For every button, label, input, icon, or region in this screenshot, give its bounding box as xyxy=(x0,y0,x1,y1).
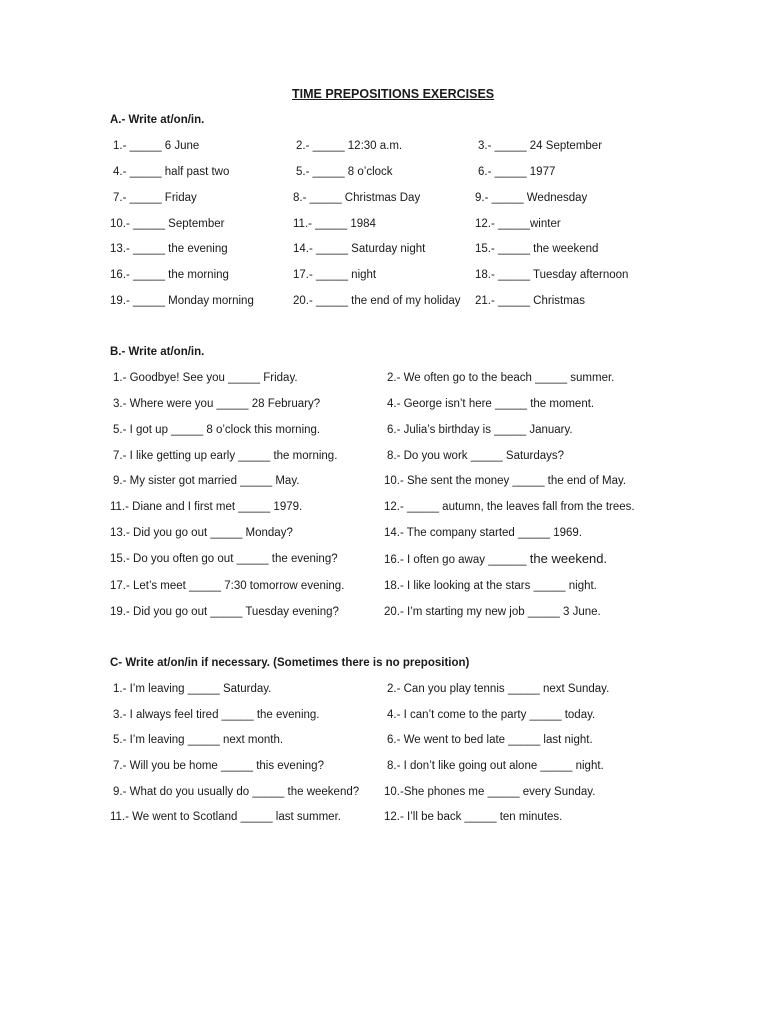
exercise-item: 17.- Let’s meet _____ 7:30 tomorrow evening. xyxy=(110,580,345,592)
exercise-item-text: 16.- I often go away ______ xyxy=(384,554,527,566)
exercise-item: 3.- _____ 24 September xyxy=(478,140,603,152)
exercise-item: 2.- _____ 12:30 a.m. xyxy=(296,140,403,152)
exercise-item: 4.- George isn’t here _____ the moment. xyxy=(387,398,595,410)
exercise-item: 11.- We went to Scotland _____ last summer. xyxy=(110,811,341,823)
exercise-item: 19.- _____ Monday morning xyxy=(110,295,254,307)
exercise-item: 11.- _____ 1984 xyxy=(293,218,376,230)
exercise-item: 15.- Do you often go out _____ the evening? xyxy=(110,553,338,565)
exercise-item: 12.- I’ll be back _____ ten minutes. xyxy=(384,811,563,823)
exercise-item: 8.- _____ Christmas Day xyxy=(293,192,421,204)
exercise-item: 9.- _____ Wednesday xyxy=(475,192,588,204)
exercise-item: 10.-She phones me _____ every Sunday. xyxy=(384,786,596,798)
exercise-item: 2.- We often go to the beach _____ summer. xyxy=(387,372,615,384)
exercise-item: 5.- _____ 8 o’clock xyxy=(296,166,393,178)
exercise-item: 14.- _____ Saturday night xyxy=(293,243,426,255)
exercise-item: 6.- Julia’s birthday is _____ January. xyxy=(387,424,573,436)
exercise-item-suffix: the weekend. xyxy=(529,551,608,566)
exercise-item: 3.- I always feel tired _____ the evening. xyxy=(113,709,320,721)
exercise-item: 17.- _____ night xyxy=(293,269,377,281)
exercise-item: 9.- My sister got married _____ May. xyxy=(113,475,300,487)
exercise-item xyxy=(384,552,607,567)
exercise-item: 1.- Goodbye! See you _____ Friday. xyxy=(113,372,298,384)
exercise-item: 10.- She sent the money _____ the end of May. xyxy=(384,475,627,487)
worksheet-title: TIME PREPOSITIONS EXERCISES xyxy=(292,87,495,101)
exercise-item: 11.- Diane and I first met _____ 1979. xyxy=(110,501,303,513)
exercise-item: 14.- The company started _____ 1969. xyxy=(384,527,582,539)
exercise-item: 13.- Did you go out _____ Monday? xyxy=(110,527,293,539)
exercise-item: 4.- _____ half past two xyxy=(113,166,230,178)
exercise-item: 5.- I’m leaving _____ next month. xyxy=(113,734,284,746)
exercise-item: 15.- _____ the weekend xyxy=(475,243,599,255)
exercise-item: 2.- Can you play tennis _____ next Sunday. xyxy=(387,683,610,695)
exercise-item: 5.- I got up _____ 8 o’clock this morning. xyxy=(113,424,321,436)
exercise-item: 1.- I’m leaving _____ Saturday. xyxy=(113,683,272,695)
exercise-item: 18.- I like looking at the stars _____ night. xyxy=(384,580,597,592)
exercise-item: 7.- _____ Friday xyxy=(113,192,197,204)
exercise-item: 20.- I’m starting my new job _____ 3 June. xyxy=(384,606,601,618)
exercise-item: 7.- Will you be home _____ this evening? xyxy=(113,760,324,772)
exercise-item: 12.- _____winter xyxy=(475,218,561,230)
exercise-item: 10.- _____ September xyxy=(110,218,225,230)
section-b-heading: B.- Write at/on/in. xyxy=(110,346,205,358)
exercise-item: 18.- _____ Tuesday afternoon xyxy=(475,269,629,281)
exercise-item: 8.- Do you work _____ Saturdays? xyxy=(387,450,565,462)
exercise-item: 6.- _____ 1977 xyxy=(478,166,556,178)
exercise-item: 1.- _____ 6 June xyxy=(113,140,200,152)
exercise-item: 6.- We went to bed late _____ last night. xyxy=(387,734,593,746)
exercise-item: 9.- What do you usually do _____ the weekend? xyxy=(113,786,360,798)
section-a-heading: A.- Write at/on/in. xyxy=(110,114,205,126)
exercise-item: 16.- _____ the morning xyxy=(110,269,229,281)
exercise-item: 19.- Did you go out _____ Tuesday evening? xyxy=(110,606,339,618)
exercise-item: 3.- Where were you _____ 28 February? xyxy=(113,398,321,410)
exercise-item: 4.- I can’t come to the party _____ today. xyxy=(387,709,596,721)
exercise-item: 20.- _____ the end of my holiday xyxy=(293,295,461,307)
section-c-heading: C- Write at/on/in if necessary. (Sometimes there is no preposition) xyxy=(110,657,470,669)
exercise-item: 13.- _____ the evening xyxy=(110,243,228,255)
exercise-item: 7.- I like getting up early _____ the morning. xyxy=(113,450,338,462)
exercise-item: 21.- _____ Christmas xyxy=(475,295,585,307)
exercise-item: 12.- _____ autumn, the leaves fall from the trees. xyxy=(384,501,635,513)
exercise-item: 8.- I don’t like going out alone _____ night. xyxy=(387,760,604,772)
